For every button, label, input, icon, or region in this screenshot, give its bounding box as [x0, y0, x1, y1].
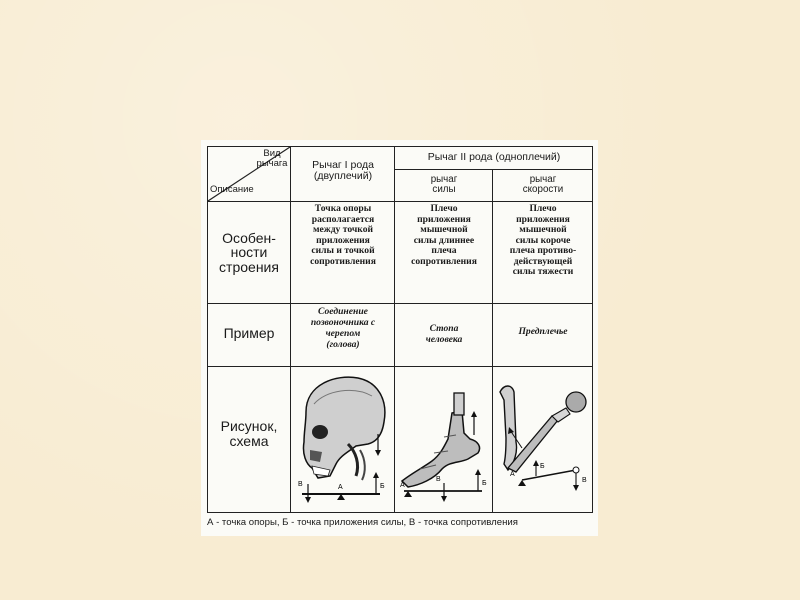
foot-drawing [398, 375, 492, 503]
resistance-arrow [305, 497, 311, 503]
force-arrow [475, 469, 481, 475]
lever-table [207, 146, 593, 513]
lever-table-sheet [201, 140, 598, 536]
point-label: Б [482, 480, 487, 487]
row-label-drawing: Рисунок, схема [220, 418, 278, 449]
skull-drawing [296, 372, 392, 506]
grid-line [208, 303, 592, 304]
header-lever-1: Рычаг I рода (двуплечий) [312, 159, 374, 183]
muscle-arrow [375, 450, 381, 456]
header-lever-type: Вид рычага [256, 148, 288, 169]
grid-line [208, 366, 592, 367]
force-arrow [373, 472, 379, 478]
tibia-bone [454, 393, 464, 415]
muscle-arrow [471, 411, 477, 417]
legend-caption: А - точка опоры, Б - точка приложения силы, В - точка сопротивления [207, 517, 518, 528]
row-label-example: Пример [223, 325, 275, 341]
point-label: В [298, 481, 303, 488]
foot-bones [402, 411, 480, 487]
point-label: Б [380, 483, 385, 490]
point-label: А [338, 484, 343, 491]
force-arrow [533, 460, 539, 466]
header-lever-2: Рычаг II рода (одноплечий) [427, 151, 561, 163]
skull-nose [310, 450, 322, 462]
example-force-lever: Стопа человека [425, 323, 463, 346]
example-speed-lever: Предплечье [518, 326, 568, 337]
features-force-lever: Плечо приложения мышечной силы длиннее плеча сопротивления [411, 203, 477, 267]
lever-bar [522, 470, 576, 480]
skull-eye-socket [312, 425, 328, 439]
weight-point [573, 467, 579, 473]
features-lever-1: Точка опоры располагается между точкой приложения силы и точкой сопротивления [310, 203, 376, 267]
example-lever-1: Соединение позвоночника с черепом (голова) [310, 306, 376, 351]
point-label: А [400, 482, 405, 489]
features-speed-lever: Плечо приложения мышечной силы короче плеча противо- действующей силы тяжести [509, 203, 577, 278]
point-label: А [510, 471, 515, 478]
resistance-arrow [441, 496, 447, 502]
humerus-bone [500, 386, 517, 470]
header-speed-lever: рычаг скорости [522, 174, 564, 196]
row-label-features: Особен- ности строения [219, 230, 279, 275]
header-force-lever: рычаг силы [430, 174, 458, 196]
resistance-arrow [573, 485, 579, 491]
cervical-spine [360, 450, 365, 480]
point-label: Б [540, 463, 545, 470]
fulcrum-marker [518, 480, 526, 486]
header-description: Описание [210, 184, 254, 195]
point-label: В [582, 477, 587, 484]
point-label: В [436, 476, 441, 483]
arm-drawing [496, 372, 592, 506]
ball-weight [566, 392, 586, 412]
